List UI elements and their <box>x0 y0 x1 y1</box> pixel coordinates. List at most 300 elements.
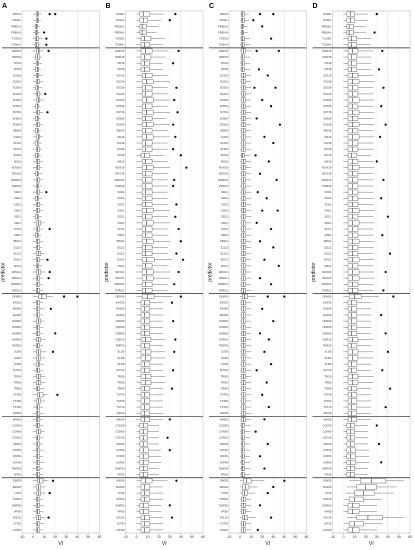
outlier-point <box>382 289 384 291</box>
predictor-tick-label: NDWI21 <box>217 283 228 287</box>
predictor-tick-label: EAS90 <box>12 313 21 317</box>
predictor-tick-label: SI321 <box>14 203 21 207</box>
predictor-tick-label: SI021 <box>324 191 332 195</box>
predictor-tick-label: EAS30 <box>323 301 332 305</box>
predictor-tick-label: SO316 <box>116 86 125 90</box>
outlier-point <box>270 105 272 107</box>
box-iqr <box>36 92 39 96</box>
predictor-tick-label: SO916 <box>323 123 332 127</box>
outlier-point <box>267 443 269 445</box>
predictor-tick-label: MS21 <box>221 264 228 268</box>
predictor-tick-label: SWI30 <box>13 442 21 446</box>
predictor-tick-label: STR30 <box>12 498 21 502</box>
outlier-point <box>259 504 261 506</box>
x-tick-label: 20 <box>53 535 58 539</box>
predictor-tick-label: LTI30 <box>14 491 21 495</box>
x-tick-label: 40 <box>282 535 287 539</box>
box-iqr <box>347 448 356 452</box>
box-iqr <box>348 337 358 341</box>
box-iqr <box>141 386 150 390</box>
box-iqr <box>348 319 357 323</box>
predictor-tick-label: PDR30 <box>219 344 228 348</box>
panel-letter: B <box>105 3 111 10</box>
box-iqr <box>36 300 39 304</box>
box-iqr <box>36 98 39 102</box>
outlier-point <box>279 123 281 125</box>
outlier-point <box>376 424 378 426</box>
predictor-tick-label: CON10 <box>115 436 125 440</box>
predictor-tick-label: CON30 <box>115 424 125 428</box>
box-iqr <box>348 172 358 176</box>
box-iqr <box>348 245 358 249</box>
outlier-point <box>272 486 274 488</box>
predictor-tick-label: DEM30 <box>219 295 228 299</box>
box-iqr <box>348 251 358 255</box>
outlier-point <box>267 74 269 76</box>
predictor-tick-label: NDWI16 <box>217 178 228 182</box>
x-tick-label: -10 <box>19 535 25 539</box>
predictor-tick-label: NOR30 <box>115 320 125 324</box>
outlier-point <box>267 492 269 494</box>
box-iqr <box>142 104 152 108</box>
box-iqr <box>141 350 151 354</box>
outlier-point <box>376 13 378 15</box>
predictor-tick-label: DWP16 <box>11 49 21 53</box>
box-iqr <box>140 30 147 34</box>
predictor-tick-label: EAS60 <box>12 307 21 311</box>
predictor-tick-label: TST10 <box>323 406 332 410</box>
box-iqr <box>348 98 359 102</box>
box-iqr <box>36 405 39 409</box>
predictor-tick-label: TST60 <box>13 399 21 403</box>
box-iqr <box>141 43 150 47</box>
box-iqr <box>347 429 355 433</box>
predictor-tick-label: SWI30 <box>323 442 332 446</box>
predictor-tick-label: VPI90 <box>117 510 125 514</box>
box-iqr <box>347 442 355 446</box>
box-iqr <box>348 129 358 133</box>
box-iqr <box>349 522 363 526</box>
box-iqr <box>141 343 150 347</box>
outlier-point <box>177 50 179 52</box>
box-iqr <box>36 147 39 151</box>
box-iqr <box>142 159 152 163</box>
predictor-tick-label: VOF30 <box>116 448 125 452</box>
predictor-tick-label: SI821 <box>117 234 125 238</box>
outlier-point <box>169 449 171 451</box>
box-iqr <box>142 110 153 114</box>
predictor-tick-label: S1316 <box>13 148 21 152</box>
predictor-tick-label: EVI21 <box>220 258 228 262</box>
predictor-tick-label: PREIAU <box>218 31 228 35</box>
box-iqr <box>35 43 38 47</box>
predictor-tick-label: CON10 <box>12 436 21 440</box>
box-iqr <box>141 528 150 532</box>
predictor-tick-label: LAT30 <box>13 522 21 526</box>
box-iqr <box>142 122 153 126</box>
predictor-tick-label: SO916 <box>12 123 21 127</box>
outlier-point <box>261 99 263 101</box>
box-iqr <box>347 460 356 464</box>
outlier-point <box>173 351 175 353</box>
outlier-point <box>169 418 171 420</box>
box-iqr <box>36 190 39 194</box>
x-axis-title: VI <box>161 541 167 547</box>
box-iqr <box>141 313 150 317</box>
outlier-point <box>182 259 184 261</box>
box-iqr <box>348 122 359 126</box>
predictor-tick-label: VPI16 <box>13 62 21 66</box>
outlier-point <box>275 179 277 181</box>
box-iqr <box>141 491 150 495</box>
outlier-point <box>261 209 263 211</box>
box-iqr <box>141 307 150 311</box>
box-iqr <box>141 393 150 397</box>
predictor-tick-label: NOR90 <box>322 332 332 336</box>
predictor-tick-label: S1316 <box>323 148 332 152</box>
box-iqr <box>142 221 153 225</box>
predictor-tick-label: WIN30 <box>323 418 332 422</box>
predictor-tick-label: TCNSU <box>322 37 332 41</box>
predictor-tick-label: EAS90 <box>219 313 228 317</box>
outlier-point <box>263 259 265 261</box>
predictor-tick-label: DEM30 <box>12 295 21 299</box>
predictor-tick-label: SI321 <box>221 203 228 207</box>
x-tick-label: 20 <box>363 535 368 539</box>
box-iqr <box>142 270 153 274</box>
outlier-point <box>265 381 267 383</box>
box-iqr <box>36 202 39 206</box>
box-iqr <box>242 294 248 298</box>
predictor-tick-label: SI721 <box>221 227 228 231</box>
outlier-point <box>259 13 261 15</box>
box-iqr <box>142 147 152 151</box>
predictor-tick-label: NOR10 <box>115 338 125 342</box>
box-iqr <box>141 405 150 409</box>
predictor-tick-label: VPI30 <box>324 473 332 477</box>
box-iqr <box>241 466 244 470</box>
box-iqr <box>348 43 357 47</box>
predictor-tick-label: SLI60 <box>117 356 125 360</box>
predictor-tick-label: NOR60 <box>12 326 21 330</box>
outlier-point <box>174 13 176 15</box>
box-iqr <box>348 36 357 40</box>
outlier-point <box>261 394 263 396</box>
panel-d <box>311 3 412 547</box>
box-iqr <box>142 215 152 219</box>
box-iqr <box>36 49 39 53</box>
predictor-tick-label: SLI90 <box>14 363 21 367</box>
box-iqr <box>140 448 149 452</box>
box-iqr <box>36 436 39 440</box>
predictor-tick-label: SI821 <box>14 234 21 238</box>
box-iqr <box>142 294 154 298</box>
box-iqr <box>141 55 151 59</box>
predictor-tick-label: NOR30 <box>322 320 332 324</box>
predictor-tick-label: DWP90 <box>11 504 21 508</box>
predictor-tick-label: NDVI21 <box>322 270 332 274</box>
predictor-tick-label: LTI30 <box>324 491 332 495</box>
outlier-point <box>180 240 182 242</box>
predictor-tick-label: LAT30 <box>323 522 332 526</box>
outlier-point <box>172 320 174 322</box>
x-tick-label: 50 <box>293 535 298 539</box>
y-axis-title: predictor <box>207 262 214 282</box>
outlier-point <box>384 271 386 273</box>
box-iqr <box>348 233 358 237</box>
box-iqr <box>241 454 244 458</box>
predictor-tick-label: SI321 <box>324 203 332 207</box>
predictor-tick-label: NOR90 <box>115 332 125 336</box>
predictor-tick-label: SI321 <box>117 203 125 207</box>
predictor-tick-label: DWP30 <box>115 467 125 471</box>
x-tick-label: -10 <box>226 535 232 539</box>
box-iqr <box>348 380 358 384</box>
predictor-tick-label: DWP30 <box>218 467 228 471</box>
predictor-tick-label: PREISU <box>321 25 332 29</box>
predictor-tick-label: SO716 <box>12 111 21 115</box>
predictor-tick-label: DWP16 <box>322 49 332 53</box>
predictor-tick-label: SB416 <box>323 129 332 133</box>
predictor-tick-label: NOR90 <box>219 332 228 336</box>
predictor-tick-label: SO316 <box>12 86 21 90</box>
outlier-point <box>389 388 391 390</box>
predictor-tick-label: NDVI16 <box>115 166 125 170</box>
outlier-point <box>185 166 187 168</box>
outlier-point <box>270 228 272 230</box>
box-iqr <box>36 331 39 335</box>
box-iqr <box>142 227 152 231</box>
predictor-tick-label: EAS60 <box>219 307 228 311</box>
predictor-tick-label: VOF60 <box>323 455 332 459</box>
box-iqr <box>347 30 354 34</box>
box-iqr <box>141 417 150 421</box>
x-tick-label: 40 <box>385 535 390 539</box>
box-iqr <box>348 503 359 507</box>
box-iqr <box>142 258 154 262</box>
outlier-point <box>175 480 177 482</box>
predictor-tick-label: TCMAU <box>115 43 125 47</box>
predictor-tick-label: NOR90 <box>12 332 21 336</box>
outlier-point <box>173 283 175 285</box>
predictor-tick-label: TST30 <box>116 393 125 397</box>
outlier-point <box>261 25 263 27</box>
predictor-tick-label: PSRI21 <box>11 289 21 293</box>
box-iqr <box>141 61 150 65</box>
predictor-tick-label: CON60 <box>115 430 125 434</box>
outlier-point <box>174 136 176 138</box>
predictor-tick-label: WIN30 <box>219 418 228 422</box>
predictor-tick-label: NDVI21 <box>322 277 332 281</box>
box-iqr <box>142 178 152 182</box>
box-iqr <box>241 153 244 157</box>
box-iqr <box>357 515 382 519</box>
predictor-tick-label: SI221 <box>117 197 125 201</box>
box-iqr <box>348 208 359 212</box>
x-tick-label: 20 <box>156 535 161 539</box>
predictor-tick-label: TST60 <box>116 399 125 403</box>
outlier-point <box>387 351 389 353</box>
outlier-point <box>49 13 51 15</box>
predictor-tick-label: DEM30 <box>115 295 125 299</box>
box-iqr <box>348 73 358 77</box>
predictor-tick-label: EAS30 <box>116 301 125 305</box>
x-tick-label: 30 <box>271 535 276 539</box>
outlier-point <box>382 87 384 89</box>
box-iqr <box>35 233 38 237</box>
box-iqr <box>36 522 39 526</box>
predictor-tick-label: CON10 <box>322 436 332 440</box>
outlier-point <box>256 117 258 119</box>
outlier-point <box>172 62 174 64</box>
box-iqr <box>349 294 361 298</box>
panel-a <box>1 3 102 547</box>
outlier-point <box>379 136 381 138</box>
predictor-tick-label: S1121 <box>323 246 332 250</box>
predictor-tick-label: SO416 <box>12 92 21 96</box>
predictor-tick-label: SOL30 <box>116 516 125 520</box>
predictor-tick-label: VOF60 <box>219 455 228 459</box>
predictor-tick-label: MS16 <box>221 160 228 164</box>
predictor-tick-label: SI821 <box>221 234 228 238</box>
x-tick-label: 50 <box>397 535 401 539</box>
box-iqr <box>348 374 358 378</box>
box-iqr <box>349 497 363 501</box>
box-iqr <box>36 227 39 231</box>
box-iqr <box>142 202 152 206</box>
box-iqr <box>36 442 39 446</box>
predictor-tick-label: PREISU <box>218 25 228 29</box>
box-iqr <box>38 479 44 483</box>
predictor-tick-label: SO116 <box>323 74 332 78</box>
predictor-tick-label: DWP18 <box>11 55 21 59</box>
predictor-tick-label: DWP16 <box>218 49 228 53</box>
predictor-tick-label: VOF30 <box>323 448 332 452</box>
outlier-point <box>259 277 261 279</box>
predictor-tick-label: EAS90 <box>323 313 332 317</box>
predictor-tick-label: TCMAU <box>11 43 21 47</box>
outlier-point <box>52 351 54 353</box>
x-tick-label: 10 <box>249 535 254 539</box>
y-axis-title: predictor <box>311 262 317 282</box>
predictor-tick-label: EAS30 <box>12 301 21 305</box>
box-iqr <box>348 288 358 292</box>
predictor-tick-label: EVI21 <box>13 258 21 262</box>
outlier-point <box>380 105 382 107</box>
predictor-tick-label: NDVI16 <box>218 166 228 170</box>
box-iqr <box>39 294 47 298</box>
predictor-tick-label: TRI30 <box>13 375 21 379</box>
box-iqr <box>140 24 147 28</box>
outlier-point <box>177 228 179 230</box>
predictor-tick-label: SI721 <box>14 227 21 231</box>
box-iqr <box>348 343 357 347</box>
x-tick-label: -10 <box>330 535 335 539</box>
outlier-point <box>47 50 49 52</box>
predictor-tick-label: PREIAU <box>11 31 21 35</box>
predictor-tick-label: SI021 <box>14 191 21 195</box>
box-iqr <box>141 411 150 415</box>
predictor-tick-label: SI421 <box>14 209 21 213</box>
predictor-tick-label: VPI16 <box>117 62 125 66</box>
x-tick-label: 60 <box>304 535 309 539</box>
box-iqr <box>141 36 151 40</box>
box-iqr <box>348 141 358 145</box>
panel-letter: C <box>209 3 215 10</box>
box-iqr <box>142 239 153 243</box>
box-iqr <box>142 135 153 139</box>
predictor-tick-label: VPI30 <box>220 473 228 477</box>
outlier-point <box>54 13 56 15</box>
predictor-tick-label: NDWI21 <box>114 283 125 287</box>
outlier-point <box>384 332 386 334</box>
predictor-tick-label: SO616 <box>219 105 228 109</box>
outlier-point <box>392 295 394 297</box>
predictor-tick-label: TST30 <box>13 393 21 397</box>
predictor-tick-label: SI521 <box>117 215 125 219</box>
box-iqr <box>348 307 357 311</box>
box-iqr <box>141 337 151 341</box>
predictor-tick-label: S1216 <box>13 141 21 145</box>
predictor-tick-label: WIN30 <box>116 418 125 422</box>
predictor-tick-label: NDVI21 <box>11 270 21 274</box>
predictor-tick-label: PDR30 <box>12 344 21 348</box>
predictor-tick-label: TRI30 <box>117 375 125 379</box>
outlier-point <box>270 283 272 285</box>
predictor-tick-label: EVI16 <box>13 154 21 158</box>
predictor-tick-label: SLI60 <box>324 356 332 360</box>
box-iqr <box>141 49 152 53</box>
predictor-tick-label: SI421 <box>117 209 125 213</box>
box-iqr <box>36 110 39 114</box>
box-iqr <box>36 258 39 262</box>
predictor-tick-label: S1116 <box>220 135 228 139</box>
box-iqr <box>241 472 244 476</box>
box-iqr <box>241 436 244 440</box>
predictor-tick-label: SO116 <box>12 74 21 78</box>
predictor-tick-label: NDVI18 <box>115 172 125 176</box>
box-iqr <box>36 472 39 476</box>
predictor-tick-label: SO516 <box>116 98 125 102</box>
outlier-point <box>373 31 375 33</box>
box-iqr <box>348 264 358 268</box>
box-iqr <box>141 356 151 360</box>
box-iqr <box>241 442 244 446</box>
predictor-tick-label: BAS30 <box>219 485 228 489</box>
outlier-point <box>175 203 177 205</box>
predictor-tick-label: SLI90 <box>117 363 125 367</box>
x-tick-label: 30 <box>167 535 172 539</box>
box-iqr <box>36 165 39 169</box>
predictor-tick-label: SLO10 <box>12 369 21 373</box>
predictor-tick-label: EVI21 <box>117 258 125 262</box>
predictor-tick-label: EVI21 <box>324 258 332 262</box>
predictor-tick-label: SWI30 <box>116 442 125 446</box>
predictor-tick-label: NDVI21 <box>115 270 125 274</box>
box-iqr <box>36 325 39 329</box>
outlier-point <box>263 136 265 138</box>
predictor-tick-label: TCNSU <box>115 37 125 41</box>
box-iqr <box>140 442 148 446</box>
predictor-tick-label: DWP30 <box>11 467 21 471</box>
x-tick-label: 20 <box>260 535 265 539</box>
box-iqr <box>348 104 358 108</box>
box-iqr <box>348 196 358 200</box>
box-iqr <box>35 86 38 90</box>
outlier-point <box>270 516 272 518</box>
predictor-tick-label: TST10 <box>220 406 228 410</box>
box-iqr <box>348 325 357 329</box>
